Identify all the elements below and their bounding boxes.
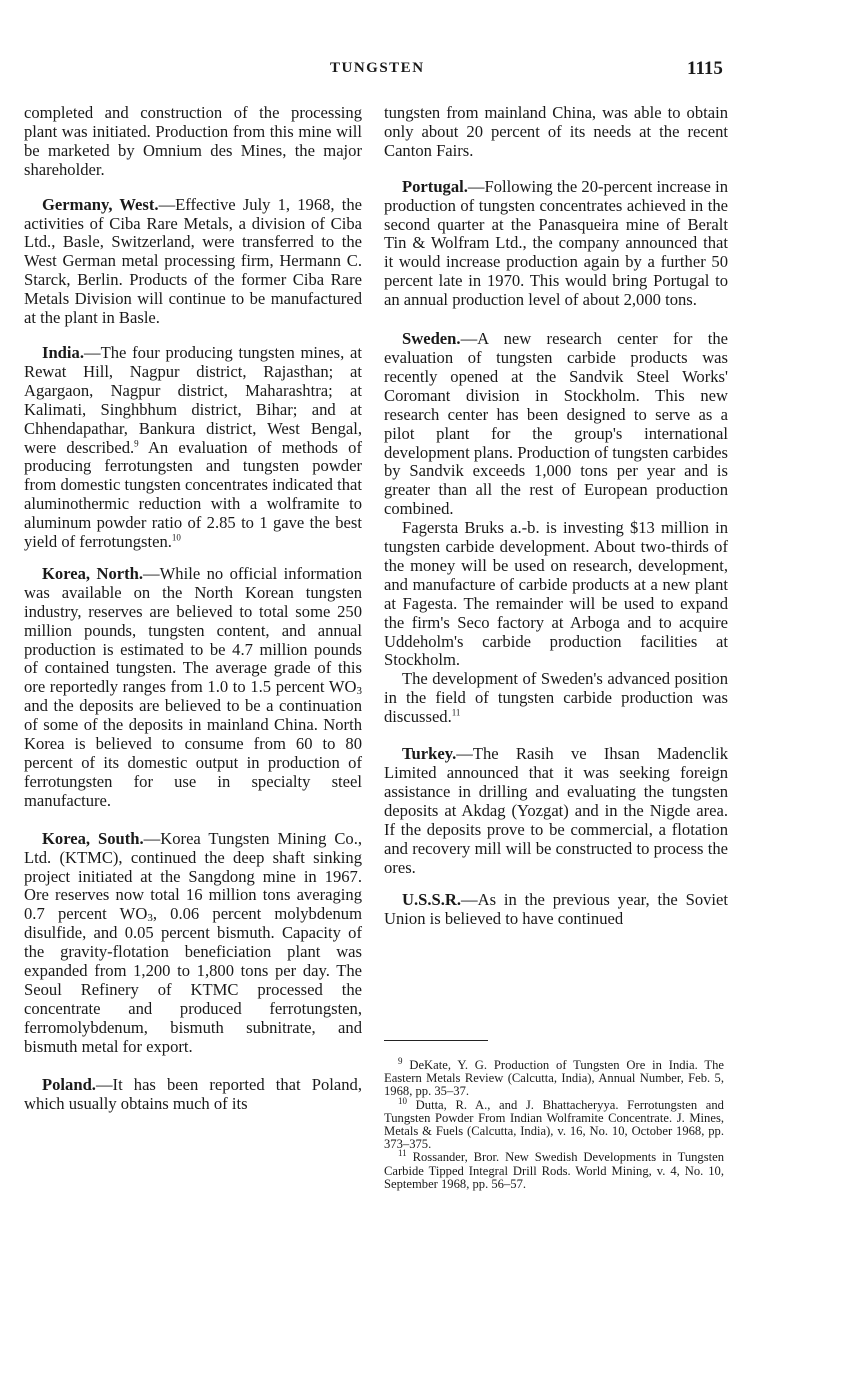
heading-turkey: Turkey. — [402, 744, 457, 764]
footnote: $^{10}$ Dutta, R. A., and J. Bhattacheryya. Ferrotungsten and Tungsten Powder From Indian Wolframite Concentrate. J. Mines, Metals & Fuels (Calcutta, India), v. 16, No. 10, October 1968, pp. 373–375. — [384, 1095, 724, 1152]
footnote-ref-10: 10 — [171, 532, 181, 543]
paragraph-india: India.—The four producing tungsten mines, at Rewat Hill, Nagpur district, Rajasthan; at Agargaon, Nagpur district, Maharashtra; at Kalimati, Singhbhum district, Bihar; and at Chhendapathar, Bankura district, West Bengal, were described.$^9$ An evaluation of methods of producing ferrotungsten and tungsten powder from domestic tungsten concentrates indicated that aluminothermic reduction with a wolframite to aluminum powder ratio of 2.85 to 1 gave the best yield of ferrotungsten.$^{10}$ — [24, 342, 362, 552]
paragraph-portugal: Portugal.—Following the 20-percent increase in production of tungsten concentrates achieved in the second quarter at the Panasqueira mine of Beralt Tin & Wolfram Ltd., the company announced that it would increase production again by a further 50 percent late in 1970. This would bring Portugal to an annual production level of about 2,000 tons. — [384, 176, 728, 310]
footnote-divider — [384, 1040, 488, 1041]
heading-india: India. — [42, 342, 84, 362]
paragraph-omnium: completed and construction of the processing plant was initiated. Production from this mine will be marketed by Omnium des Mines, the major shareholder. — [24, 103, 362, 179]
page-number: 1115 — [687, 58, 723, 79]
paragraph-sweden: Sweden.—A new research center for the evaluation of tungsten carbide products was recently opened at the Sandvik Steel Works' Coromant division in Stockholm. This new research center has been designed to serve as a pilot plant for the group's international development plans. Production of tungsten carbides by Sandvik exceeds 1,000 tons per year and is greater than all the rest of European production combined. — [384, 329, 728, 519]
heading-poland: Poland. — [42, 1074, 96, 1094]
left-column — [24, 104, 362, 1129]
paragraph-germany-west: Germany, West.—Effective July 1, 1968, the activities of Ciba Rare Metals, a division of Ciba Ltd., Basle, Switzerland, were transferred to the West German metal processing firm, Hermann C. Starck, Berlin. Products of the former Ciba Rare Metals Division will continue to be manufactured at the plant in Basle. — [24, 194, 363, 328]
subscript-3: 3 — [356, 685, 362, 698]
paragraph-sweden-development: The development of Sweden's advanced position in the field of tungsten carbide production was discussed.$^{11}$ — [384, 669, 728, 727]
heading-korea-north: Korea, North. — [42, 563, 144, 583]
footnote: $^9$ DeKate, Y. G. Production of Tungsten Ore in India. The Eastern Metals Review (Calcutta, India), Annual Number, Feb. 5, 1968, pp. 35–37. — [384, 1055, 724, 1099]
paragraph-fagersta: Fagersta Bruks a.-b. is investing $13 million in tungsten carbide development. About two-thirds of the money will be used on research, development, and manufacture of carbide products at a new plant at Fagesta. The remainder will be used to expand the firm's Seco factory at Arboga and to acquire Uddeholm's carbide production facilities at Stockholm. — [384, 518, 728, 670]
heading-sweden: Sweden. — [402, 329, 461, 349]
footnote-ref-9: 9 — [134, 437, 139, 448]
right-column — [384, 104, 728, 945]
heading-korea-south: Korea, South. — [42, 828, 144, 848]
paragraph-ussr: U.S.S.R.—As in the previous year, the Soviet Union is believed to have continued — [384, 890, 728, 929]
heading-germany-west: Germany, West. — [42, 194, 159, 214]
footnote: $^{11}$ Rossander, Bror. New Swedish Developments in Tungsten Carbide Tipped Integral Drill Rods. World Mining, v. 4, No. 10, September 1968, pp. 56–57. — [384, 1148, 724, 1191]
footnotes — [384, 1055, 724, 1191]
heading-portugal: Portugal. — [402, 176, 468, 196]
paragraph-korea-north: Korea, North.—While no official information was available on the North Korean tungsten industry, reserves are believed to total some 250 million pounds, tungsten content, and annual production is estimated to be 4.7 million pounds of contained tungsten. The average grade of this ore reportedly ranges from 1.0 to 1.5 percent WO3 and the deposits are believed to be a continuation of some of the deposits in mainland China. North Korea is believed to consume from 60 to 80 percent of its domestic output in production of ferrotungsten for use in specialty steel manufacture. — [24, 563, 362, 810]
footnote-ref-11: 11 — [451, 707, 461, 718]
subscript-3: 3 — [147, 912, 153, 925]
paragraph-turkey: Turkey.—The Rasih ve Ihsan Madenclik Limited announced that it was seeking foreign assistance in drilling and evaluating the tungsten deposits at Akdag (Yozgat) and in the Nigde area. If the deposits prove to be commercial, a flotation and recovery mill will be constructed to process the ores. — [384, 744, 728, 877]
heading-ussr: U.S.S.R. — [402, 890, 462, 910]
running-title: TUNGSTEN — [330, 60, 425, 76]
paragraph-korea-south: Korea, South.—Korea Tungsten Mining Co., Ltd. (KTMC), continued the deep shaft sinking project initiated at the Sangdong mine in 1967. Ore reserves now total 16 million tons averaging 0.7 percent WO3, 0.06 percent molybdenum disulfide, and 0.05 percent bismuth. Capacity of the gravity-flotation beneficiation plant was expanded from 1,200 to 1,800 tons per day. The Seoul Refinery of KTMC processed the concentrate and produced ferrotungsten, ferromolybdenum, bismuth subnitrate, and bismuth metal for export. — [24, 828, 362, 1056]
paragraph-poland: Poland.—It has been reported that Poland, which usually obtains much of its — [24, 1074, 362, 1113]
paragraph-canton-fairs: tungsten from mainland China, was able to obtain only about 20 percent of its needs at the recent Canton Fairs. — [384, 103, 728, 160]
